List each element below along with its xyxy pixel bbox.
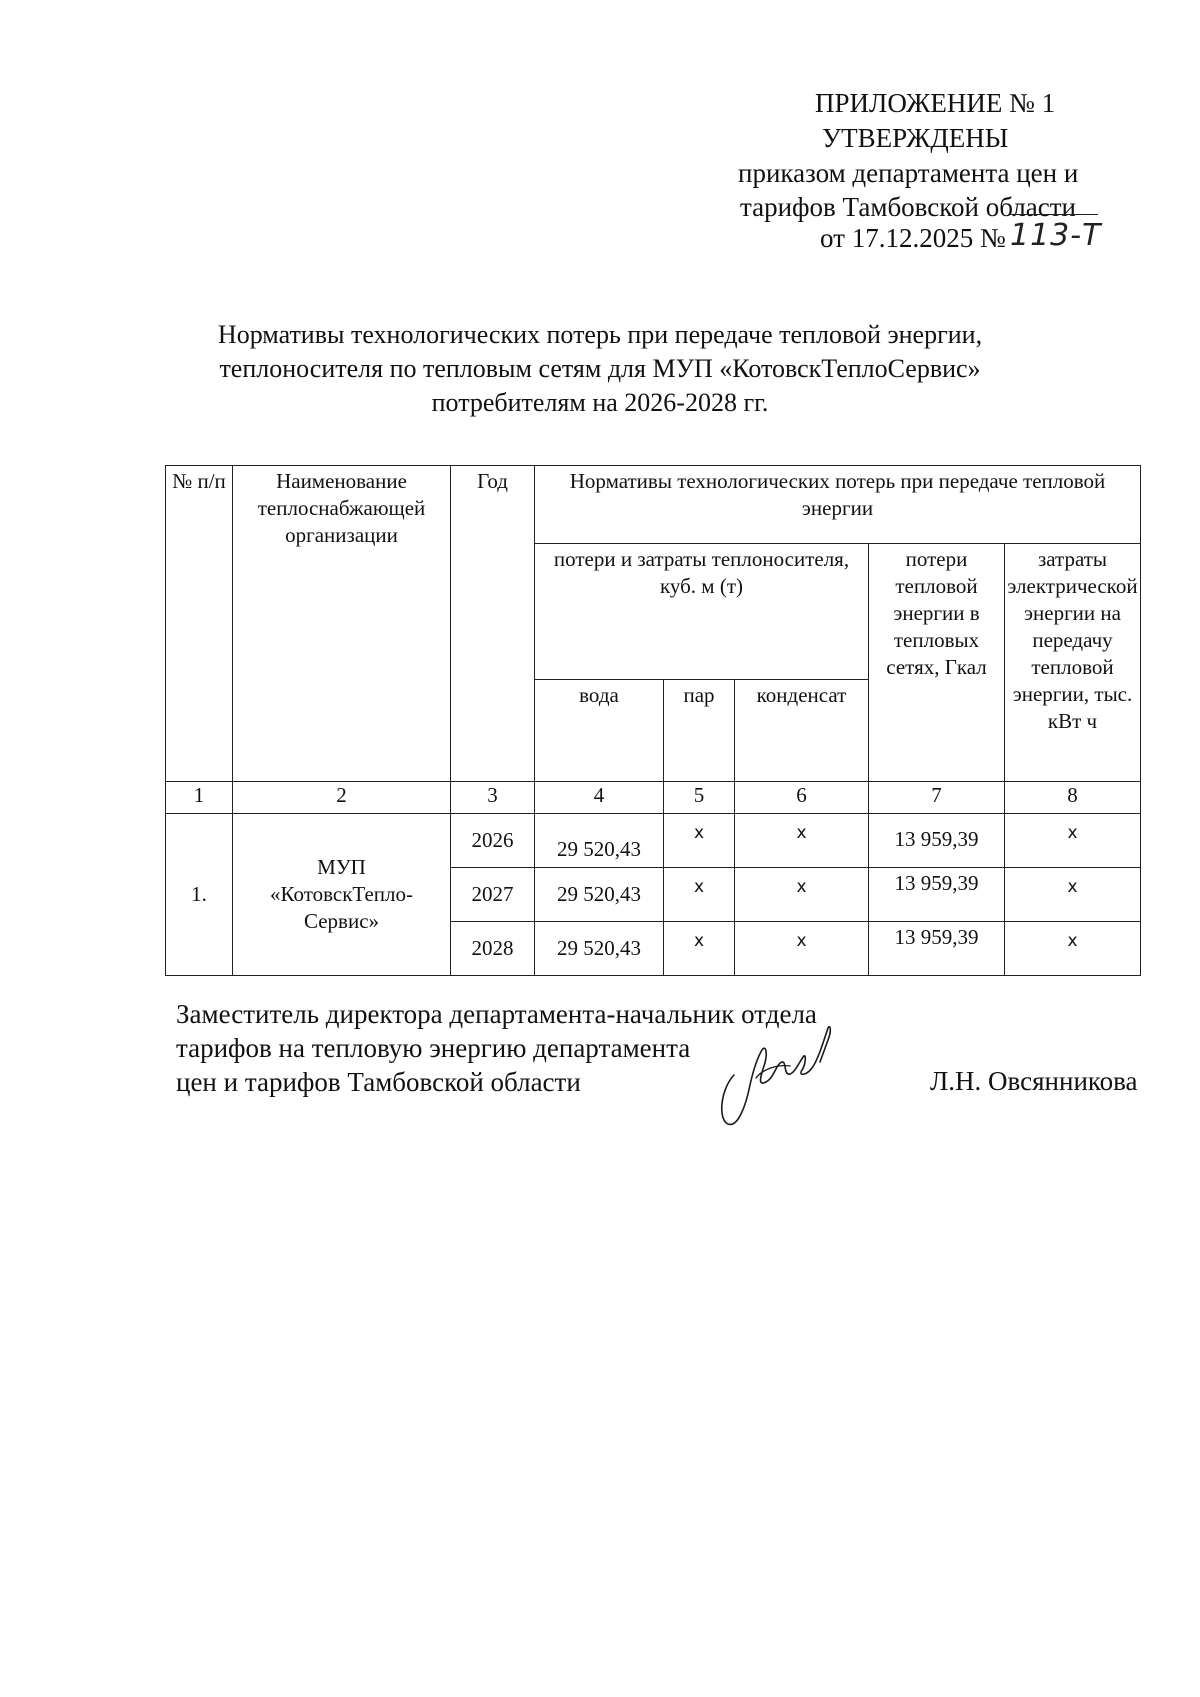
water-cell: [535, 922, 664, 976]
year-cell: 2026: [451, 814, 535, 868]
row-number: 1.: [166, 814, 233, 976]
condensate-cell: [735, 814, 869, 868]
electric-value: х: [1067, 823, 1078, 843]
condensate-value: х: [796, 931, 807, 951]
column-number: 5: [664, 782, 735, 814]
order-number-handwritten: 113-Т: [1010, 218, 1102, 253]
position-line-3: цен и тарифов Тамбовской области: [176, 1067, 581, 1097]
electric-cell: [1005, 814, 1141, 868]
heat-loss-cell: [869, 814, 1005, 868]
position-line-1: Заместитель директора департамента-начальник отдела: [176, 999, 817, 1029]
steam-cell: [664, 814, 735, 868]
steam-value: х: [693, 931, 705, 951]
water-cell: [535, 814, 664, 868]
steam-value: х: [693, 823, 705, 843]
approved-label: УТВЕРЖДЕНЫ: [822, 123, 1009, 153]
water-cell: [535, 868, 664, 922]
electric-value: х: [1067, 931, 1078, 951]
title-line-2: теплоносителя по тепловым сетям для МУП «КотовскТеплоСервис»: [219, 354, 981, 383]
appendix-label: ПРИЛОЖЕНИЕ № 1: [815, 88, 1056, 118]
table-row: [166, 814, 1141, 868]
norms-table: [165, 465, 1141, 976]
column-number-row: [166, 782, 1141, 814]
condensate-cell: [735, 922, 869, 976]
header-cell-group: Нормативы технологических потерь при передаче тепловой энергии: [535, 466, 1141, 544]
header-cell-org: Наименование теплоснабжающей организации: [233, 466, 451, 782]
position-line-2: тарифов на тепловую энергию департамента: [176, 1033, 691, 1063]
header-cell-electric: затраты электрической энергии на передачу тепловой энергии, тыс. кВт ч: [1005, 544, 1141, 782]
order-date-line: от 17.12.2025 №: [820, 223, 1006, 253]
header-cell-coolant: потери и затраты теплоносителя, куб. м (т): [535, 544, 869, 680]
condensate-value: х: [796, 877, 807, 897]
org-name: [233, 814, 451, 976]
condensate-value: х: [796, 823, 807, 843]
heat-loss-value: 13 959,39: [894, 871, 979, 895]
header-cell-condensate: конденсат: [735, 680, 869, 782]
title-line-3: потребителям на 2026-2028 гг.: [431, 388, 769, 417]
header-cell-steam: пар: [664, 680, 735, 782]
handwritten-signature: [716, 1020, 846, 1130]
column-number: 1: [166, 782, 233, 814]
header-cell-water: вода: [535, 680, 664, 782]
header-cell-num: № п/п: [166, 466, 233, 782]
header-cell-year: Год: [451, 466, 535, 782]
column-number: 6: [735, 782, 869, 814]
electric-value: х: [1067, 877, 1078, 897]
water-value: 29 520,43: [557, 882, 641, 906]
year-cell: 2027: [451, 868, 535, 922]
electric-cell: [1005, 922, 1141, 976]
steam-cell: [664, 868, 735, 922]
heat-loss-cell: [869, 922, 1005, 976]
org-name-text: МУП «КотовскТепло-Сервис»: [270, 855, 413, 933]
water-value: 29 520,43: [557, 837, 641, 861]
document-title: [150, 318, 1050, 420]
steam-cell: [664, 922, 735, 976]
condensate-cell: [735, 868, 869, 922]
column-number: 2: [233, 782, 451, 814]
column-number: 7: [869, 782, 1005, 814]
electric-cell: [1005, 868, 1141, 922]
heat-loss-value: 13 959,39: [894, 827, 979, 851]
column-number: 8: [1005, 782, 1141, 814]
order-underline: [1010, 214, 1098, 215]
order-line-2: тарифов Тамбовской области: [740, 192, 1076, 222]
steam-value: х: [693, 877, 705, 897]
title-line-1: Нормативы технологических потерь при передаче тепловой энергии,: [217, 320, 983, 349]
order-line-1: приказом департамента цен и: [738, 158, 1079, 188]
header-cell-heat-loss: потери тепловой энергии в тепловых сетях, Гкал: [869, 544, 1005, 782]
column-number: 3: [451, 782, 535, 814]
heat-loss-value: 13 959,39: [894, 925, 979, 949]
column-number: 4: [535, 782, 664, 814]
signatory-name: Л.Н. Овсянникова: [930, 1066, 1138, 1096]
water-value: 29 520,43: [557, 936, 641, 960]
year-cell: 2028: [451, 922, 535, 976]
heat-loss-cell: [869, 868, 1005, 922]
